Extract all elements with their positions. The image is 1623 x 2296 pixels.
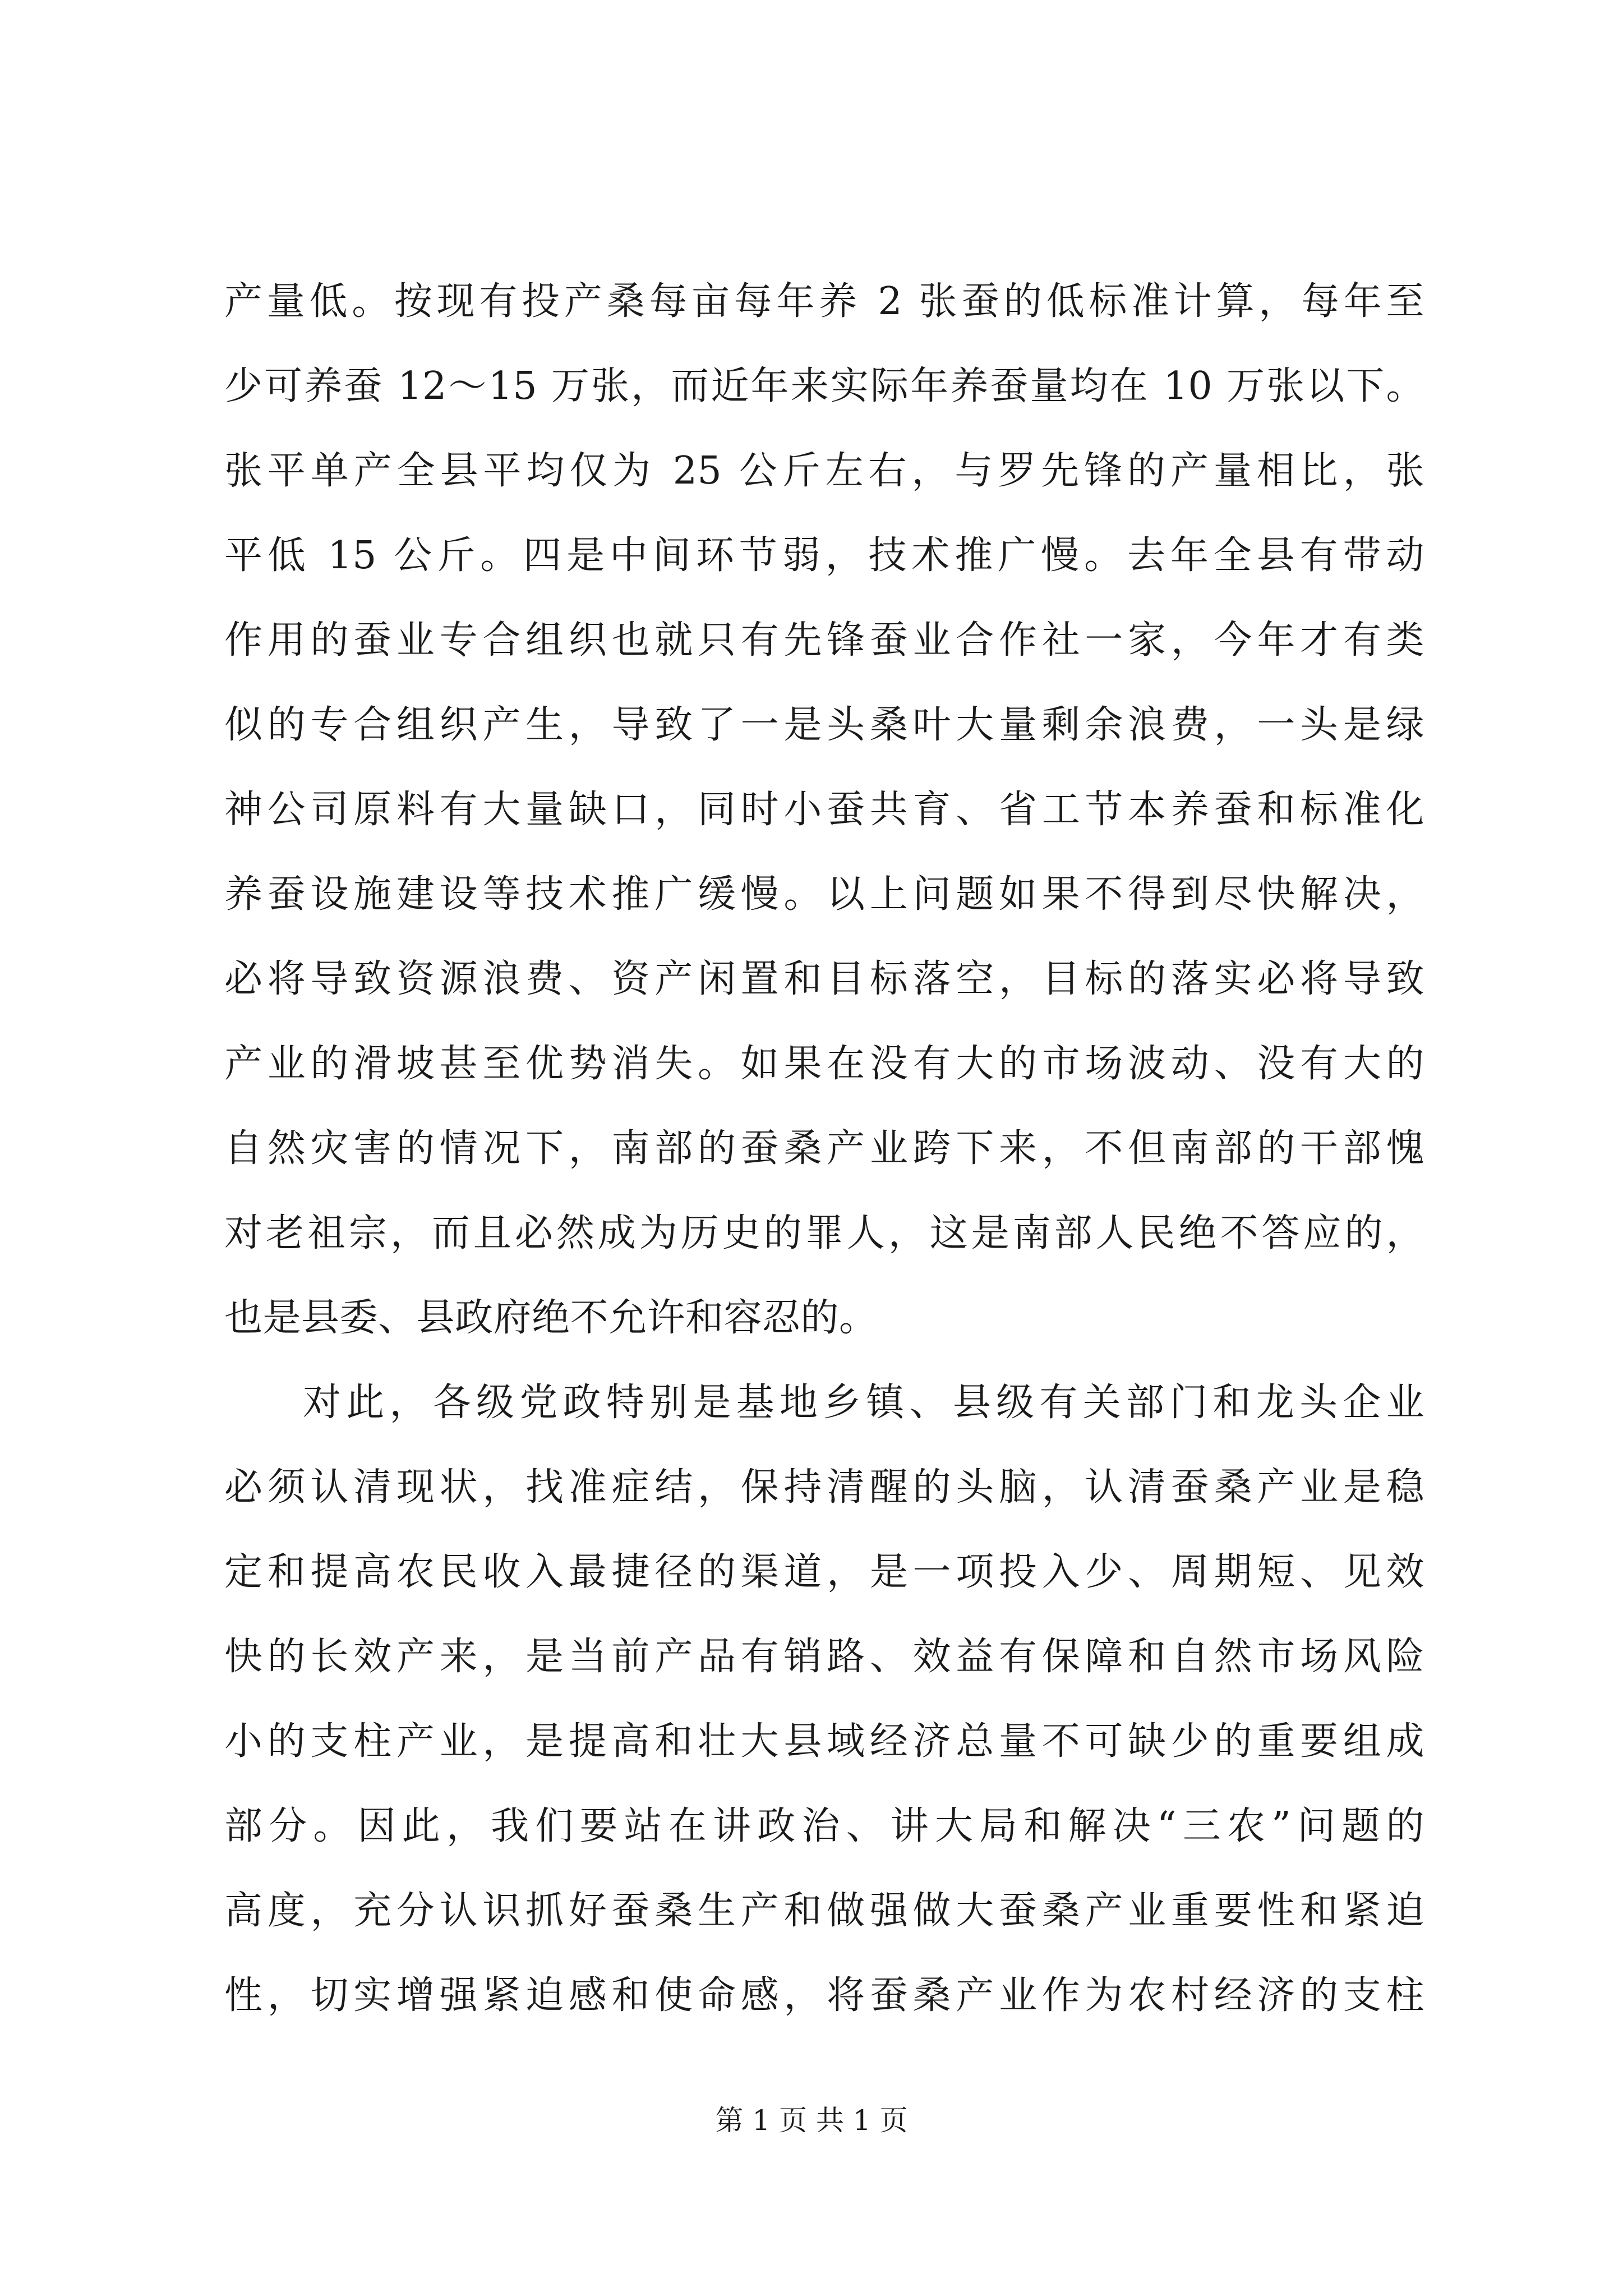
text-line: 必须认清现状，找准症结，保持清醒的头脑，认清蚕桑产业是稳: [224, 1465, 1424, 1510]
page-footer: [0, 2101, 1623, 2140]
text-line: 产量低。按现有投产桑每亩每年养 2 张蚕的低标准计算，每年至: [224, 279, 1424, 324]
text-line: 必将导致资源浪费、资产闲置和目标落空，目标的落实必将导致: [224, 957, 1424, 1001]
text-line: 少可养蚕 12～15 万张，而近年来实际年养蚕量均在 10 万张以下。: [224, 364, 1424, 408]
text-line: 张平单产全县平均仅为 25 公斤左右，与罗先锋的产量相比，张: [224, 449, 1424, 493]
paragraph: [224, 1360, 1424, 2038]
text-line: 作用的蚕业专合组织也就只有先锋蚕业合作社一家，今年才有类: [224, 618, 1424, 662]
text-line: 养蚕设施建设等技术推广缓慢。以上问题如果不得到尽快解决，: [224, 872, 1424, 917]
text-line: 也是县委、县政府绝不允许和容忍的。: [224, 1296, 878, 1340]
document-body: [224, 259, 1424, 2038]
text-line: 自然灾害的情况下，南部的蚕桑产业跨下来，不但南部的干部愧: [224, 1126, 1424, 1171]
text-line: 平低 15 公斤。四是中间环节弱，技术推广慢。去年全县有带动: [224, 533, 1424, 578]
paragraph: [224, 259, 1424, 1360]
text-line: 似的专合组织产生，导致了一是头桑叶大量剩余浪费，一头是绿: [224, 703, 1424, 747]
page-number: 第 1 页 共 1 页: [715, 2104, 908, 2137]
text-line: 部分。因此，我们要站在讲政治、讲大局和解决“三农”问题的: [224, 1804, 1424, 1848]
text-line: 对此，各级党政特别是基地乡镇、县级有关部门和龙头企业: [303, 1381, 1424, 1425]
text-line: 定和提高农民收入最捷径的渠道，是一项投入少、周期短、见效: [224, 1550, 1424, 1594]
text-line: 高度，充分认识抓好蚕桑生产和做强做大蚕桑产业重要性和紧迫: [224, 1889, 1424, 1933]
text-line: 快的长效产来，是当前产品有销路、效益有保障和自然市场风险: [224, 1635, 1424, 1679]
text-line: 小的支柱产业，是提高和壮大县域经济总量不可缺少的重要组成: [224, 1719, 1424, 1764]
text-line: 神公司原料有大量缺口，同时小蚕共育、省工节本养蚕和标准化: [224, 788, 1424, 832]
text-line: 性，切实增强紧迫感和使命感，将蚕桑产业作为农村经济的支柱: [224, 1973, 1424, 2018]
text-line: 对老祖宗，而且必然成为历史的罪人，这是南部人民绝不答应的，: [224, 1211, 1424, 1255]
text-line: 产业的滑坡甚至优势消失。如果在没有大的市场波动、没有大的: [224, 1042, 1424, 1086]
